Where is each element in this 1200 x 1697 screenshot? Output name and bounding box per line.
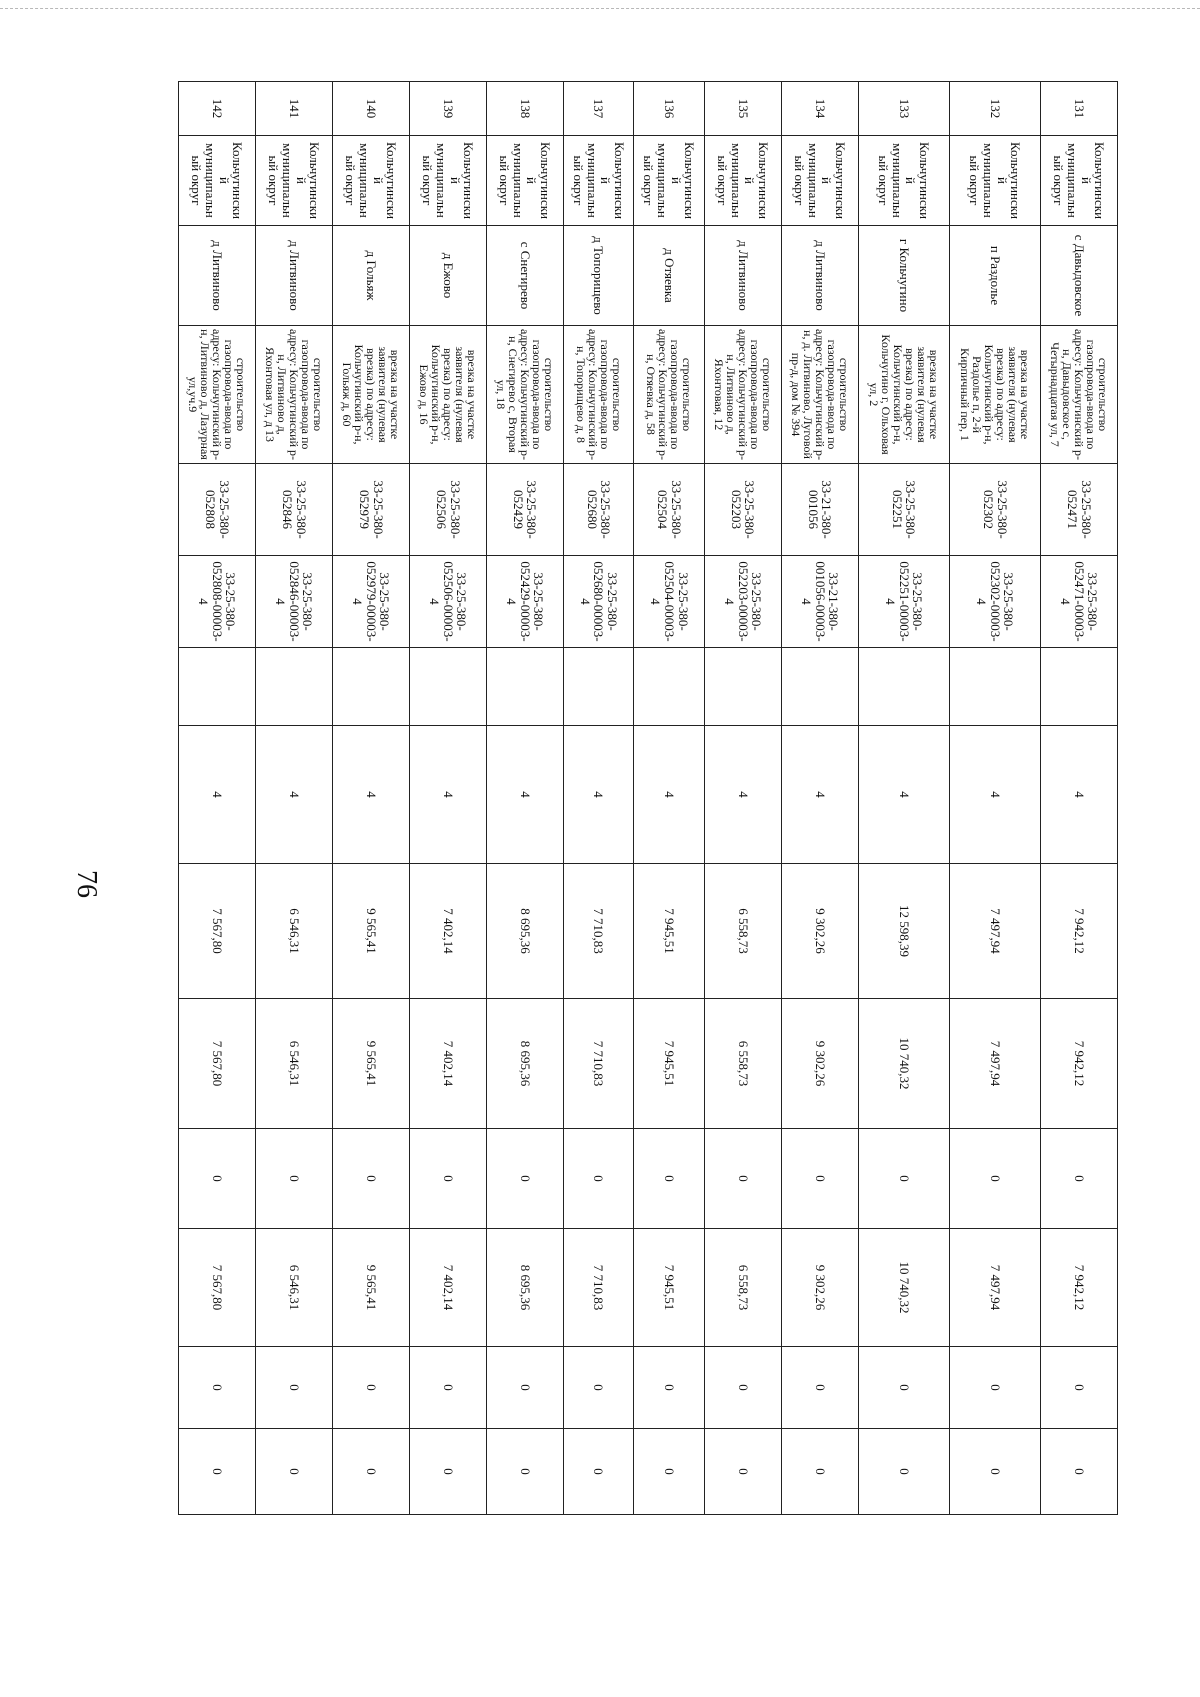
value-1-cell: 7 567,80	[179, 864, 256, 999]
category-cell: 4	[332, 726, 409, 864]
description-cell: строительство газопровода-ввода по адресу: Кольчугинский р-н, Снегирево с, Вторая ул, 18	[486, 326, 563, 464]
value-2-cell: 7 942,12	[1041, 999, 1118, 1129]
table-row	[563, 82, 634, 1515]
empty-cell	[949, 648, 1040, 726]
table-row	[486, 82, 563, 1515]
value-3-cell: 0	[858, 1129, 949, 1229]
object-code-cell: 33-25-380-052808-00003-4	[179, 556, 256, 648]
row-number-cell: 136	[634, 82, 705, 136]
category-cell: 4	[179, 726, 256, 864]
object-code-cell: 33-25-380-052504-00003-4	[634, 556, 705, 648]
cadastral-number-cell: 33-25-380-052846	[255, 464, 332, 556]
cadastral-number-cell: 33-25-380-052680	[563, 464, 634, 556]
value-6-cell: 0	[634, 1429, 705, 1515]
cadastral-number-cell: 33-25-380-052808	[179, 464, 256, 556]
district-cell: Кольчугинский муниципальный округ	[332, 136, 409, 226]
district-cell: Кольчугинский муниципальный округ	[704, 136, 781, 226]
value-1-cell: 8 695,36	[486, 864, 563, 999]
district-cell: Кольчугинский муниципальный округ	[781, 136, 858, 226]
value-1-cell: 7 945,51	[634, 864, 705, 999]
description-cell: строительство газопровода-ввода по адресу: Кольчугинский р-н, Литвиново д, Лазурная ул,уч.9	[179, 326, 256, 464]
value-3-cell: 0	[563, 1129, 634, 1229]
table-row	[179, 82, 256, 1515]
description-cell: врезка на участке заявителя (нулевая врезка) по адресу: Кольчугинский р-н, Раздолье п, 2-й Кирпичный пер, 1	[949, 326, 1040, 464]
value-4-cell: 10 740,32	[858, 1229, 949, 1347]
settlement-cell: д Топорищево	[563, 226, 634, 326]
category-cell: 4	[563, 726, 634, 864]
value-1-cell: 6 558,73	[704, 864, 781, 999]
value-5-cell: 0	[704, 1347, 781, 1429]
cadastral-number-cell: 33-25-380-052471	[1041, 464, 1118, 556]
cadastral-number-cell: 33-25-380-052302	[949, 464, 1040, 556]
cadastral-number-cell: 33-25-380-052429	[486, 464, 563, 556]
empty-cell	[634, 648, 705, 726]
value-5-cell: 0	[409, 1347, 486, 1429]
value-6-cell: 0	[255, 1429, 332, 1515]
table-row	[332, 82, 409, 1515]
settlement-cell: д Ежово	[409, 226, 486, 326]
value-3-cell: 0	[634, 1129, 705, 1229]
value-5-cell: 0	[332, 1347, 409, 1429]
value-2-cell: 7 497,94	[949, 999, 1040, 1129]
empty-cell	[1041, 648, 1118, 726]
settlement-cell: д Отяевка	[634, 226, 705, 326]
empty-cell	[781, 648, 858, 726]
description-cell: строительство газопровода-ввода по адресу: Кольчугинский р-н, Литвиново д, Яхонтовая ул, д 13	[255, 326, 332, 464]
empty-cell	[563, 648, 634, 726]
value-6-cell: 0	[858, 1429, 949, 1515]
value-3-cell: 0	[949, 1129, 1040, 1229]
settlement-cell: д Литвиново	[781, 226, 858, 326]
value-2-cell: 10 740,32	[858, 999, 949, 1129]
value-2-cell: 6 558,73	[704, 999, 781, 1129]
cadastral-number-cell: 33-25-380-052504	[634, 464, 705, 556]
district-cell: Кольчугинский муниципальный округ	[255, 136, 332, 226]
cadastral-number-cell: 33-25-380-052203	[704, 464, 781, 556]
value-4-cell: 9 565,41	[332, 1229, 409, 1347]
description-cell: врезка на участке заявителя (нулевая врезка) по адресу: Кольчугинский р-н, Гольяж д, 60	[332, 326, 409, 464]
value-2-cell: 7 567,80	[179, 999, 256, 1129]
value-2-cell: 8 695,36	[486, 999, 563, 1129]
row-number-cell: 137	[563, 82, 634, 136]
category-cell: 4	[1041, 726, 1118, 864]
cadastral-number-cell: 33-21-380-001056	[781, 464, 858, 556]
value-5-cell: 0	[949, 1347, 1040, 1429]
table-row	[409, 82, 486, 1515]
value-5-cell: 0	[634, 1347, 705, 1429]
value-3-cell: 0	[255, 1129, 332, 1229]
page-number: 76	[71, 870, 102, 898]
value-4-cell: 8 695,36	[486, 1229, 563, 1347]
settlement-cell: с Снегирево	[486, 226, 563, 326]
district-cell: Кольчугинский муниципальный округ	[949, 136, 1040, 226]
empty-cell	[704, 648, 781, 726]
value-6-cell: 0	[179, 1429, 256, 1515]
table-row	[858, 82, 949, 1515]
value-6-cell: 0	[409, 1429, 486, 1515]
value-5-cell: 0	[486, 1347, 563, 1429]
value-1-cell: 12 598,39	[858, 864, 949, 999]
district-cell: Кольчугинский муниципальный округ	[409, 136, 486, 226]
object-code-cell: 33-25-380-052979-00003-4	[332, 556, 409, 648]
value-1-cell: 7 402,14	[409, 864, 486, 999]
row-number-cell: 138	[486, 82, 563, 136]
value-3-cell: 0	[704, 1129, 781, 1229]
value-1-cell: 7 942,12	[1041, 864, 1118, 999]
object-code-cell: 33-25-380-052302-00003-4	[949, 556, 1040, 648]
value-4-cell: 7 945,51	[634, 1229, 705, 1347]
table-row	[1041, 82, 1118, 1515]
value-2-cell: 7 945,51	[634, 999, 705, 1129]
value-3-cell: 0	[332, 1129, 409, 1229]
value-2-cell: 6 546,31	[255, 999, 332, 1129]
value-5-cell: 0	[781, 1347, 858, 1429]
table-row	[704, 82, 781, 1515]
value-3-cell: 0	[781, 1129, 858, 1229]
category-cell: 4	[949, 726, 1040, 864]
empty-cell	[179, 648, 256, 726]
value-2-cell: 9 565,41	[332, 999, 409, 1129]
value-4-cell: 9 302,26	[781, 1229, 858, 1347]
value-5-cell: 0	[255, 1347, 332, 1429]
settlement-cell: п Раздолье	[949, 226, 1040, 326]
empty-cell	[255, 648, 332, 726]
object-code-cell: 33-25-380-052471-00003-4	[1041, 556, 1118, 648]
value-1-cell: 6 546,31	[255, 864, 332, 999]
value-4-cell: 7 402,14	[409, 1229, 486, 1347]
object-code-cell: 33-25-380-052680-00003-4	[563, 556, 634, 648]
row-number-cell: 135	[704, 82, 781, 136]
table-row	[781, 82, 858, 1515]
row-number-cell: 140	[332, 82, 409, 136]
district-cell: Кольчугинский муниципальный округ	[1041, 136, 1118, 226]
category-cell: 4	[634, 726, 705, 864]
value-4-cell: 6 546,31	[255, 1229, 332, 1347]
description-cell: врезка на участке заявителя (нулевая врезка) по адресу: Кольчугинский р-н, Кольчугино г, Ольховая ул, 2	[858, 326, 949, 464]
scan-edge-line	[0, 8, 1200, 9]
data-table	[178, 81, 1118, 1515]
value-1-cell: 7 497,94	[949, 864, 1040, 999]
description-cell: строительство газопровода-ввода по адресу: Кольчугинский р-н, Давыдовское с, Четырнадцатая ул, 7	[1041, 326, 1118, 464]
district-cell: Кольчугинский муниципальный округ	[486, 136, 563, 226]
description-cell: врезка на участке заявителя (нулевая врезка) по адресу: Кольчугинский р-н, Ежово д, 16	[409, 326, 486, 464]
description-cell: строительство газопровода-ввода по адресу: Кольчугинский р-н, Отяевка д, 58	[634, 326, 705, 464]
table-row	[255, 82, 332, 1515]
value-2-cell: 9 302,26	[781, 999, 858, 1129]
row-number-cell: 142	[179, 82, 256, 136]
district-cell: Кольчугинский муниципальный округ	[634, 136, 705, 226]
value-1-cell: 9 302,26	[781, 864, 858, 999]
value-6-cell: 0	[563, 1429, 634, 1515]
settlement-cell: д Литвиново	[255, 226, 332, 326]
description-cell: строительство газопровода-ввода по адресу: Кольчугинский р-н, д. Литвиново, Луговой пр-д, дом № 394	[781, 326, 858, 464]
district-cell: Кольчугинский муниципальный округ	[858, 136, 949, 226]
value-6-cell: 0	[486, 1429, 563, 1515]
value-3-cell: 0	[1041, 1129, 1118, 1229]
description-cell: строительство газопровода-ввода по адресу: Кольчугинский р-н, Топорищево д, 8	[563, 326, 634, 464]
category-cell: 4	[781, 726, 858, 864]
value-3-cell: 0	[486, 1129, 563, 1229]
object-code-cell: 33-25-380-052506-00003-4	[409, 556, 486, 648]
object-code-cell: 33-25-380-052251-00003-4	[858, 556, 949, 648]
row-number-cell: 133	[858, 82, 949, 136]
value-4-cell: 7 710,83	[563, 1229, 634, 1347]
cadastral-number-cell: 33-25-380-052979	[332, 464, 409, 556]
value-6-cell: 0	[332, 1429, 409, 1515]
empty-cell	[858, 648, 949, 726]
category-cell: 4	[704, 726, 781, 864]
value-4-cell: 7 497,94	[949, 1229, 1040, 1347]
value-3-cell: 0	[179, 1129, 256, 1229]
row-number-cell: 141	[255, 82, 332, 136]
object-code-cell: 33-25-380-052846-00003-4	[255, 556, 332, 648]
table-row	[634, 82, 705, 1515]
district-cell: Кольчугинский муниципальный округ	[563, 136, 634, 226]
empty-cell	[409, 648, 486, 726]
value-3-cell: 0	[409, 1129, 486, 1229]
category-cell: 4	[255, 726, 332, 864]
category-cell: 4	[409, 726, 486, 864]
settlement-cell: с Давыдовское	[1041, 226, 1118, 326]
object-code-cell: 33-21-380-001056-00003-4	[781, 556, 858, 648]
value-4-cell: 7 567,80	[179, 1229, 256, 1347]
settlement-cell: г Кольчугино	[858, 226, 949, 326]
row-number-cell: 132	[949, 82, 1040, 136]
value-5-cell: 0	[563, 1347, 634, 1429]
value-6-cell: 0	[949, 1429, 1040, 1515]
category-cell: 4	[486, 726, 563, 864]
value-4-cell: 6 558,73	[704, 1229, 781, 1347]
value-5-cell: 0	[858, 1347, 949, 1429]
value-5-cell: 0	[179, 1347, 256, 1429]
value-2-cell: 7 402,14	[409, 999, 486, 1129]
object-code-cell: 33-25-380-052203-00003-4	[704, 556, 781, 648]
value-4-cell: 7 942,12	[1041, 1229, 1118, 1347]
district-cell: Кольчугинский муниципальный округ	[179, 136, 256, 226]
settlement-cell: д Гольяж	[332, 226, 409, 326]
settlement-cell: д Литвиново	[179, 226, 256, 326]
row-number-cell: 139	[409, 82, 486, 136]
table-row	[949, 82, 1040, 1515]
cadastral-number-cell: 33-25-380-052251	[858, 464, 949, 556]
cadastral-number-cell: 33-25-380-052506	[409, 464, 486, 556]
category-cell: 4	[858, 726, 949, 864]
value-6-cell: 0	[1041, 1429, 1118, 1515]
value-1-cell: 9 565,41	[332, 864, 409, 999]
description-cell: строительство газопровода-ввода по адресу: Кольчугинский р-н, Литвиново д, Яхонтовая, 12	[704, 326, 781, 464]
data-table-frame	[178, 81, 1118, 1514]
row-number-cell: 134	[781, 82, 858, 136]
settlement-cell: д Литвиново	[704, 226, 781, 326]
object-code-cell: 33-25-380-052429-00003-4	[486, 556, 563, 648]
empty-cell	[332, 648, 409, 726]
table-body	[179, 82, 1118, 1515]
value-6-cell: 0	[781, 1429, 858, 1515]
value-5-cell: 0	[1041, 1347, 1118, 1429]
empty-cell	[486, 648, 563, 726]
value-6-cell: 0	[704, 1429, 781, 1515]
value-2-cell: 7 710,83	[563, 999, 634, 1129]
row-number-cell: 131	[1041, 82, 1118, 136]
value-1-cell: 7 710,83	[563, 864, 634, 999]
